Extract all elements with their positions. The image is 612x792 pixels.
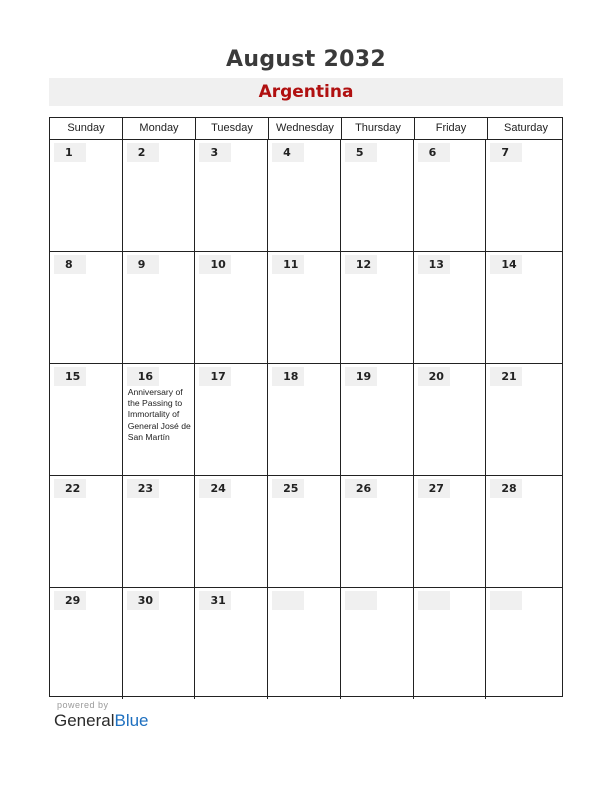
weekday-header: Friday — [415, 118, 488, 139]
day-number: 6 — [418, 143, 450, 162]
day-cell[interactable] — [341, 588, 414, 699]
calendar-grid — [49, 117, 563, 697]
day-cell[interactable] — [195, 364, 268, 475]
day-number: 20 — [418, 367, 450, 386]
day-cell[interactable] — [123, 364, 196, 475]
day-cell[interactable] — [414, 364, 487, 475]
day-number: 12 — [345, 255, 377, 274]
powered-by-label: powered by — [57, 700, 109, 710]
day-cell[interactable] — [414, 588, 487, 699]
day-cell[interactable] — [341, 252, 414, 363]
calendar-title: August 2032 — [226, 47, 386, 72]
day-cell[interactable] — [123, 476, 196, 587]
day-cell[interactable] — [414, 476, 487, 587]
day-number: 4 — [272, 143, 304, 162]
day-number: 15 — [54, 367, 86, 386]
day-cell[interactable] — [50, 140, 123, 251]
day-number: 13 — [418, 255, 450, 274]
day-cell[interactable] — [195, 588, 268, 699]
day-cell[interactable] — [341, 140, 414, 251]
week-row — [50, 140, 562, 252]
country-band — [49, 78, 563, 106]
day-number — [345, 591, 377, 610]
day-number: 28 — [490, 479, 522, 498]
brand-general: General — [54, 711, 115, 730]
day-cell[interactable] — [195, 476, 268, 587]
weekday-header: Wednesday — [269, 118, 342, 139]
day-number: 2 — [127, 143, 159, 162]
weekday-header: Sunday — [50, 118, 123, 139]
day-number: 5 — [345, 143, 377, 162]
day-number — [418, 591, 450, 610]
weekday-header: Monday — [123, 118, 196, 139]
day-cell[interactable] — [486, 140, 562, 251]
day-cell[interactable] — [268, 476, 341, 587]
day-cell[interactable] — [195, 252, 268, 363]
day-cell[interactable] — [50, 588, 123, 699]
holiday-label: Anniversary of the Passing to Immortality of General José de San Martín — [127, 387, 191, 442]
day-number — [490, 591, 522, 610]
day-cell[interactable] — [486, 252, 562, 363]
day-number: 9 — [127, 255, 159, 274]
day-cell[interactable] — [50, 476, 123, 587]
brand-blue: Blue — [114, 711, 149, 730]
day-cell[interactable] — [50, 364, 123, 475]
day-number: 30 — [127, 591, 159, 610]
weekday-header: Saturday — [503, 122, 549, 134]
day-number: 14 — [490, 255, 522, 274]
weekday-header: Thursday — [342, 118, 415, 139]
day-cell[interactable] — [486, 588, 562, 699]
day-number — [272, 591, 304, 610]
day-number: 29 — [54, 591, 86, 610]
day-cell[interactable] — [486, 476, 562, 587]
day-number: 11 — [272, 255, 304, 274]
day-number: 10 — [199, 255, 231, 274]
day-number: 21 — [490, 367, 522, 386]
day-cell[interactable] — [341, 364, 414, 475]
day-number: 31 — [199, 591, 231, 610]
day-cell[interactable] — [268, 252, 341, 363]
weekday-header: Tuesday — [196, 118, 269, 139]
day-number: 18 — [272, 367, 304, 386]
day-number: 25 — [272, 479, 304, 498]
day-cell[interactable] — [414, 252, 487, 363]
day-cell[interactable] — [123, 140, 196, 251]
day-cell[interactable] — [341, 476, 414, 587]
day-cell[interactable] — [414, 140, 487, 251]
country-name: Argentina — [258, 82, 354, 102]
day-number: 23 — [127, 479, 159, 498]
day-cell[interactable] — [50, 252, 123, 363]
weekday-header-row — [50, 118, 562, 140]
day-cell[interactable] — [268, 364, 341, 475]
day-cell[interactable] — [123, 588, 196, 699]
day-number: 27 — [418, 479, 450, 498]
day-number: 17 — [199, 367, 231, 386]
week-row — [50, 252, 562, 364]
day-cell[interactable] — [268, 588, 341, 699]
day-number: 26 — [345, 479, 377, 498]
day-number: 24 — [199, 479, 231, 498]
week-row — [50, 476, 562, 588]
week-row — [50, 364, 562, 476]
day-number: 3 — [199, 143, 231, 162]
generalblue-logo[interactable] — [54, 711, 149, 731]
day-cell[interactable] — [268, 140, 341, 251]
day-number: 22 — [54, 479, 86, 498]
day-number: 7 — [490, 143, 522, 162]
day-cell[interactable] — [486, 364, 562, 475]
day-number: 1 — [54, 143, 86, 162]
day-number: 19 — [345, 367, 377, 386]
day-cell[interactable] — [123, 252, 196, 363]
day-number: 16 — [127, 367, 159, 386]
day-number: 8 — [54, 255, 86, 274]
day-cell[interactable] — [195, 140, 268, 251]
week-row — [50, 588, 562, 699]
